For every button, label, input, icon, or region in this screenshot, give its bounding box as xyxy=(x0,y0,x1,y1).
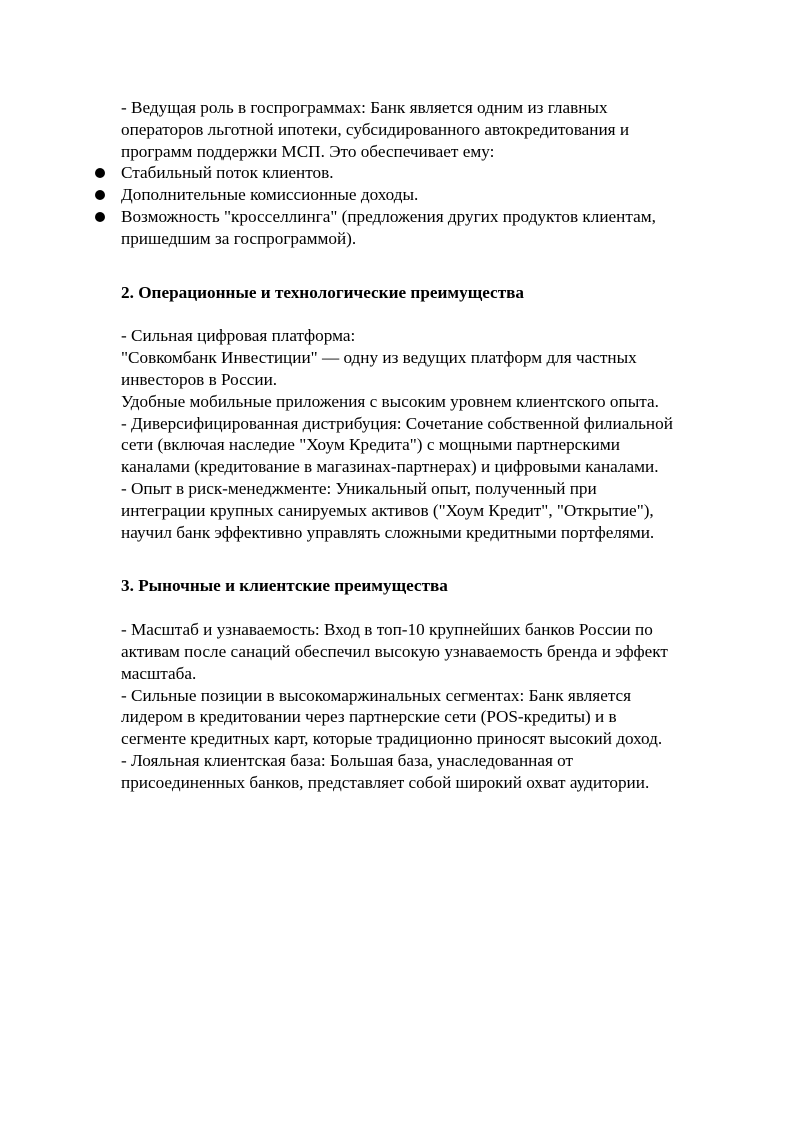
intro-bullet-list xyxy=(121,162,681,249)
list-item xyxy=(121,162,681,184)
bullet-icon xyxy=(95,168,105,178)
list-item xyxy=(121,206,681,250)
list-item-text: Стабильный поток клиентов. xyxy=(121,163,334,183)
section-paragraph: - Опыт в риск-менеджменте: Уникальный опыт, полученный при интеграции крупных санируемых активов ("Хоум Кредит", "Открытие"), научил банк эффективно управлять сложными кредитными портфелями. xyxy=(121,478,655,542)
section-heading: 3. Рыночные и клиентские преимущества xyxy=(121,576,448,596)
section-paragraph: "Совкомбанк Инвестиции" — одну из ведущих платформ для частных инвесторов в России. xyxy=(121,348,637,389)
section-paragraph: - Сильная цифровая платформа: xyxy=(121,326,356,346)
bullet-icon xyxy=(95,190,105,200)
section-paragraph: - Масштаб и узнаваемость: Вход в топ-10 крупнейших банков России по активам после санаций обеспечил высокую узнаваемость бренда и эффект масштаба. xyxy=(121,620,668,683)
document-page xyxy=(121,97,681,794)
section-heading: 2. Операционные и технологические преимущества xyxy=(121,282,525,302)
section-paragraph: - Лояльная клиентская база: Большая база, унаследованная от присоединенных банков, представляет собой широкий охват аудитории. xyxy=(121,750,650,792)
section-paragraph: Удобные мобильные приложения с высоким уровнем клиентского опыта. xyxy=(121,391,659,411)
intro-paragraph: - Ведущая роль в госпрограммах: Банк является одним из главных операторов льготной ипотеки, субсидированного автокредитования и программ поддержки МСП. Это обеспечивает ему: xyxy=(121,98,630,161)
list-item xyxy=(121,184,681,206)
bullet-icon xyxy=(95,212,105,222)
section-paragraph: - Диверсифицированная дистрибуция: Сочетание собственной филиальной сети (включая наследие "Хоум Кредита") с мощными партнерскими каналами (кредитование в магазинах-партнерах) и цифровыми каналами. xyxy=(121,413,673,477)
list-item-text: Дополнительные комиссионные доходы. xyxy=(121,185,419,205)
list-item-text: Возможность "кросселлинга" (предложения других продуктов клиентам, пришедшим за госпрограммой). xyxy=(121,206,656,248)
section-paragraph: - Сильные позиции в высокомаржинальных сегментах: Банк является лидером в кредитовании через партнерские сети (POS-кредиты) и в сегменте кредитных карт, которые традиционно приносят высокий доход. xyxy=(121,685,663,749)
